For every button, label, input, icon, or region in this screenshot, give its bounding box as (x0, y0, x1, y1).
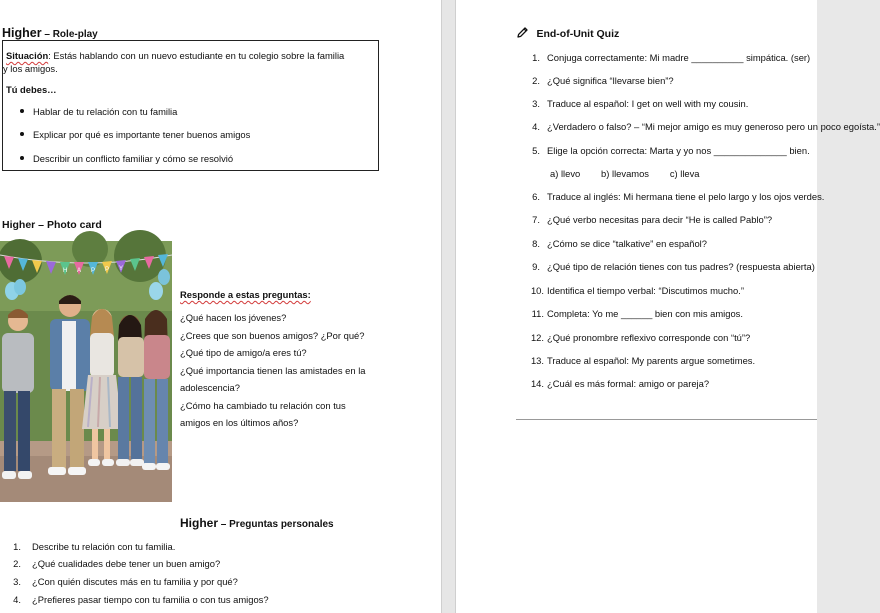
item-number: 10. (530, 285, 544, 296)
item-number: 6. (532, 191, 540, 202)
photo-question-4: ¿Qué importancia tienen las amistades en la (180, 365, 366, 376)
photo-card-heading: Higher – Photo card (2, 219, 102, 231)
banner-letter: A (77, 268, 82, 274)
quiz-item-11: Completa: Yo me ______ bien con mis amigos. (547, 308, 743, 319)
tu-debes: Tú debes… (6, 84, 57, 95)
roleplay-bullet-2: Explicar por qué es importante tener buenos amigos (33, 129, 251, 140)
personal-question-4: ¿Prefieres pasar tiempo con tu familia o con tus amigos? (32, 594, 269, 605)
quiz-item-10: Identifica el tiempo verbal: “Discutimos mucho.” (547, 285, 744, 296)
banner-letter: P (105, 267, 110, 273)
item-number: 4. (532, 121, 540, 132)
quiz-heading: End-of-Unit Quiz (516, 24, 619, 42)
quiz-item-5-options: a) llevo b) llevamos c) lleva (550, 168, 700, 179)
quiz-item-1: Conjuga correctamente: Mi madre __________ simpática. (ser) (547, 52, 811, 63)
personal-question-3: ¿Con quién discutes más en tu familia y por qué? (32, 576, 238, 587)
right-page (456, 0, 880, 613)
banner-letter: P (91, 268, 96, 274)
quiz-item-7: ¿Qué verbo necesitas para decir “He is called Pablo”? (547, 214, 773, 225)
photo-question-3: ¿Qué tipo de amigo/a eres tú? (180, 347, 307, 358)
roleplay-bullet-1: Hablar de tu relación con tu familia (33, 106, 178, 117)
quiz-item-14: ¿Cuál es más formal: amigo or pareja? (547, 378, 710, 389)
responde-heading: Responde a estas preguntas: (180, 289, 311, 300)
pencil-icon (516, 26, 529, 39)
photo-question-2: ¿Crees que son buenos amigos? ¿Por qué? (180, 330, 365, 341)
banner-letter: H (63, 268, 68, 274)
item-number: 12. (530, 332, 544, 343)
quiz-divider (516, 419, 817, 420)
bullet-dot (20, 132, 24, 136)
quiz-item-2: ¿Qué significa “llevarse bien”? (547, 75, 674, 86)
bullet-dot (20, 109, 24, 113)
quiz-item-13: Traduce al español: My parents argue sometimes. (547, 355, 756, 366)
photo-question-4-cont: adolescencia? (180, 382, 240, 393)
quiz-item-4: ¿Verdadero o falso? – “Mi mejor amigo es muy generoso pero un poco egoísta.” (547, 121, 880, 132)
item-number: 3. (13, 576, 21, 587)
bullet-dot (20, 156, 24, 160)
quiz-item-3: Traduce al español: I get on well with my cousin. (547, 98, 749, 109)
quiz-item-12: ¿Qué pronombre reflexivo corresponde con “tú”? (547, 332, 751, 343)
item-number: 4. (13, 594, 21, 605)
item-number: 9. (532, 261, 540, 272)
item-number: 11. (531, 308, 544, 319)
item-number: 2. (13, 558, 21, 569)
photo-question-5: ¿Cómo ha cambiado tu relación con tus (180, 400, 346, 411)
personal-question-2: ¿Qué cualidades debe tener un buen amigo? (32, 558, 221, 569)
photo-question-5-cont: amigos en los últimos años? (180, 417, 299, 428)
roleplay-heading: Higher – Role-play (2, 26, 98, 40)
quiz-item-9: ¿Qué tipo de relación tienes con tus padres? (respuesta abierta) (547, 261, 815, 272)
item-number: 5. (532, 145, 540, 156)
banner-letter: Y (119, 266, 124, 272)
item-number: 2. (532, 75, 540, 86)
quiz-item-5: Elige la opción correcta: Marta y yo nos ______________ bien. (547, 145, 810, 156)
item-number: 13. (530, 355, 544, 366)
situacion-line-2: y los amigos. (3, 63, 58, 74)
quiz-item-6: Traduce al inglés: Mi hermana tiene el pelo largo y los ojos verdes. (547, 191, 825, 202)
situacion-line-1: Situación: Estás hablando con un nuevo estudiante en tu colegio sobre la familia (6, 50, 345, 61)
personales-heading: Higher – Preguntas personales (180, 516, 334, 530)
item-number: 1. (532, 52, 540, 63)
teens-photo (0, 241, 172, 502)
personal-question-1: Describe tu relación con tu familia. (32, 541, 176, 552)
item-number: 1. (13, 541, 21, 552)
roleplay-bullet-3: Describir un conflicto familiar y cómo se resolvió (33, 153, 234, 164)
teens-photo-illustration (0, 241, 172, 502)
item-number: 3. (532, 98, 540, 109)
quiz-item-8: ¿Cómo se dice “talkative” en español? (547, 238, 707, 249)
photo-question-1: ¿Qué hacen los jóvenes? (180, 312, 287, 323)
item-number: 14. (530, 378, 544, 389)
page-gutter (441, 0, 456, 613)
item-number: 7. (532, 214, 540, 225)
item-number: 8. (532, 238, 540, 249)
